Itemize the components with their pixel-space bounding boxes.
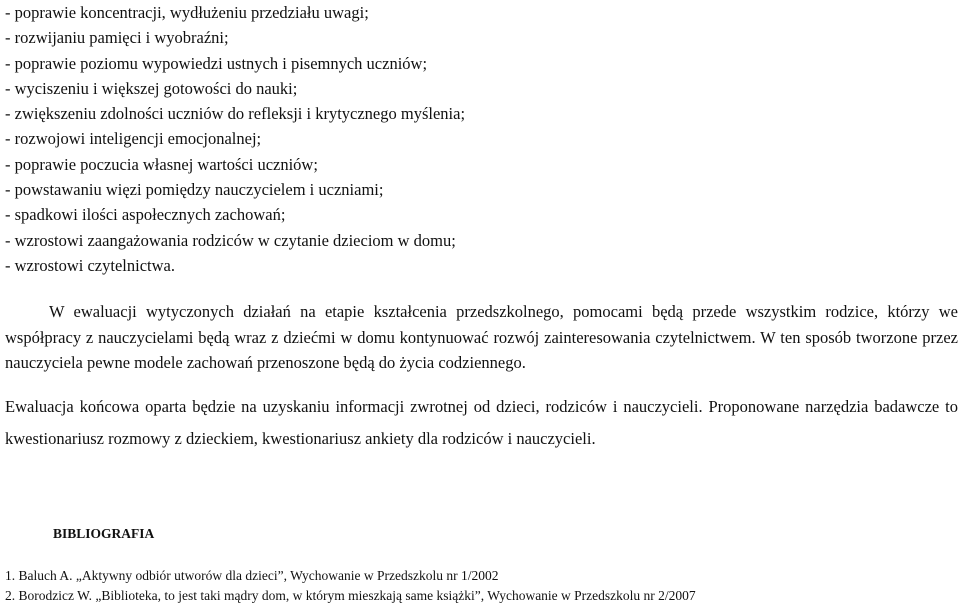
bibliography-item: 2. Borodzicz W. „Biblioteka, to jest taki mądry dom, w którym mieszkają same książki”, Wychowanie w Przedszkolu nr 2/2007 <box>5 588 696 603</box>
list-item: - wzrostowi czytelnictwa. <box>5 255 175 275</box>
list-item: - spadkowi ilości aspołecznych zachowań; <box>5 205 286 225</box>
list-item: - wyciszeniu i większej gotowości do nauki; <box>5 78 298 98</box>
evaluation-paragraph-text: W ewaluacji wytyczonych działań na etapie kształcenia przedszkolnego, pomocami będą przede wszystkim rodzice, którzy we współpracy z nauczycielami będą wraz z dziećmi w domu kontynuować rozwój zainteresowania czytelnictwem. W ten sposób tworzone przez nauczyciela pewne modele zachowań przenoszone będą do życia codziennego. <box>5 302 958 372</box>
bibliography-list <box>5 566 696 606</box>
list-item: - zwiększeniu zdolności uczniów do refleksji i krytycznego myślenia; <box>5 104 466 124</box>
list-item: - poprawie koncentracji, wydłużeniu przedziału uwagi; <box>5 3 369 22</box>
list-item: - powstawaniu więzi pomiędzy nauczycielem i uczniami; <box>5 180 384 200</box>
final-evaluation-paragraph: Ewaluacja końcowa oparta będzie na uzyskaniu informacji zwrotnej od dzieci, rodziców i nauczycieli. Proponowane narzędzia badawcze to kwestionariusz rozmowy z dzieckiem, kwestionariusz ankiety dla rodziców i nauczycieli. <box>5 397 958 448</box>
list-item: - rozwijaniu pamięci i wyobraźni; <box>5 28 229 48</box>
bibliography-heading: BIBLIOGRAFIA <box>53 526 155 541</box>
list-item: - rozwojowi inteligencji emocjonalnej; <box>5 129 262 149</box>
bibliography-item: 1. Baluch A. „Aktywny odbiór utworów dla dzieci”, Wychowanie w Przedszkolu nr 1/2002 <box>5 568 499 583</box>
evaluation-paragraph <box>5 299 958 376</box>
list-item: - poprawie poziomu wypowiedzi ustnych i pisemnych uczniów; <box>5 53 428 73</box>
outcomes-list <box>5 0 465 278</box>
list-item: - wzrostowi zaangażowania rodziców w czytanie dzieciom w domu; <box>5 230 456 250</box>
list-item: - poprawie poczucia własnej wartości uczniów; <box>5 154 318 174</box>
